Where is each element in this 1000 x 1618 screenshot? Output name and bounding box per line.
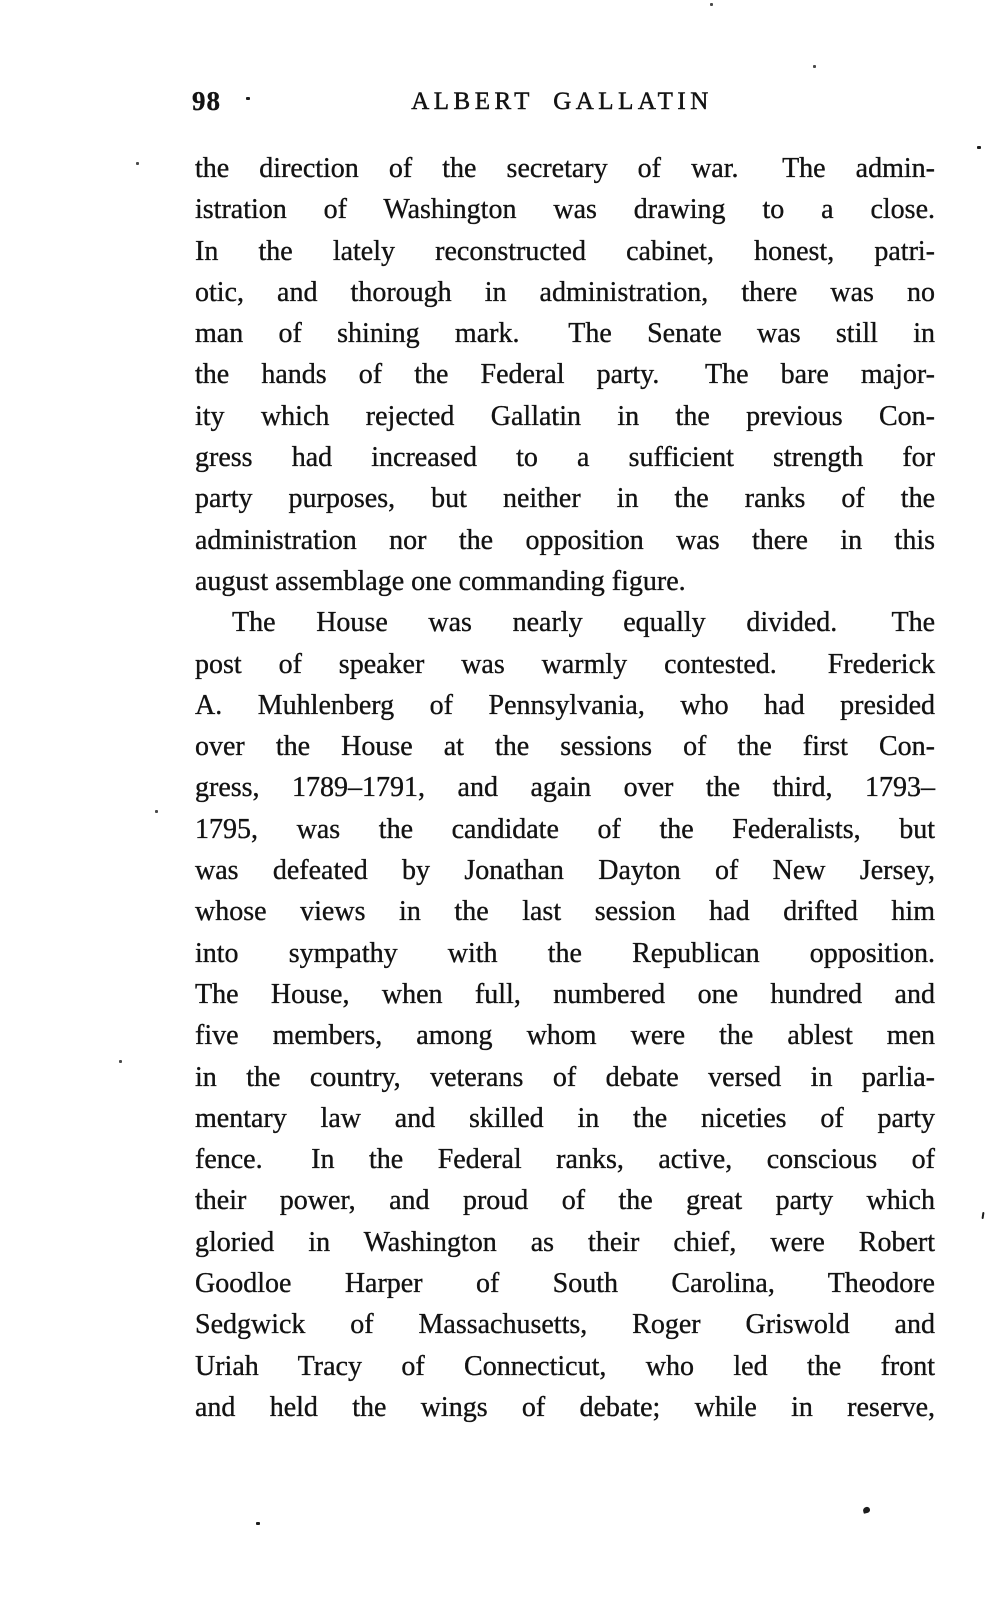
- text-line: in the country, veterans of debate versed in parlia-: [195, 1061, 935, 1093]
- ink-speck: [155, 810, 158, 813]
- text-line: Sedgwick of Massachusetts, Roger Griswold and: [195, 1309, 935, 1341]
- ink-speck: [256, 1522, 260, 1525]
- ink-speck: [982, 1212, 985, 1219]
- ink-speck: [710, 3, 713, 6]
- text-line: the hands of the Federal party. The bare major-: [195, 359, 935, 391]
- text-line: five members, among whom were the ablest men: [195, 1020, 935, 1052]
- text-line: and held the wings of debate; while in reserve,: [195, 1391, 935, 1423]
- page-number: 98: [192, 86, 221, 116]
- ink-speck: [246, 97, 250, 100]
- text-line: over the House at the sessions of the first Con-: [195, 731, 935, 763]
- text-line: 1795, was the candidate of the Federalists, but: [195, 813, 935, 845]
- text-line: In the lately reconstructed cabinet, honest, patri-: [195, 235, 935, 267]
- ink-speck: [862, 1506, 870, 1514]
- text-line: party purposes, but neither in the ranks of the: [195, 483, 935, 515]
- page-header: [192, 86, 932, 120]
- text-line: The House was nearly equally divided. The: [232, 607, 935, 639]
- text-line: august assemblage one commanding figure.: [195, 565, 686, 597]
- text-line: mentary law and skilled in the niceties of party: [195, 1102, 935, 1134]
- ink-speck: [813, 65, 816, 68]
- text-line: gress, 1789–1791, and again over the third, 1793–: [195, 772, 935, 804]
- text-line: man of shining mark. The Senate was still in: [195, 318, 935, 350]
- text-line: post of speaker was warmly contested. Frederick: [195, 648, 935, 680]
- text-line: whose views in the last session had drifted him: [195, 896, 935, 928]
- text-line: otic, and thorough in administration, there was no: [195, 276, 935, 308]
- running-title: ALBERT GALLATIN: [411, 88, 713, 115]
- text-line: gloried in Washington as their chief, were Robert: [195, 1226, 935, 1258]
- text-line: A. Muhlenberg of Pennsylvania, who had presided: [195, 689, 935, 721]
- page-body: [195, 148, 935, 1428]
- text-line: into sympathy with the Republican opposition.: [195, 937, 935, 969]
- text-line: fence. In the Federal ranks, active, conscious of: [195, 1144, 935, 1176]
- text-line: administration nor the opposition was there in this: [195, 524, 935, 556]
- text-line: The House, when full, numbered one hundred and: [195, 978, 935, 1010]
- ink-speck: [977, 146, 981, 149]
- text-line: was defeated by Jonathan Dayton of New Jersey,: [195, 855, 935, 887]
- ink-speck: [119, 1060, 122, 1063]
- text-line: istration of Washington was drawing to a close.: [195, 194, 935, 226]
- text-line: gress had increased to a sufficient strength for: [195, 442, 935, 474]
- ink-speck: [136, 162, 139, 165]
- text-line: the direction of the secretary of war. The admin-: [195, 153, 935, 184]
- text-line: Uriah Tracy of Connecticut, who led the front: [195, 1350, 935, 1382]
- text-line: ity which rejected Gallatin in the previous Con-: [195, 400, 935, 432]
- text-line: Goodloe Harper of South Carolina, Theodore: [195, 1268, 935, 1300]
- text-line: their power, and proud of the great party which: [195, 1185, 935, 1217]
